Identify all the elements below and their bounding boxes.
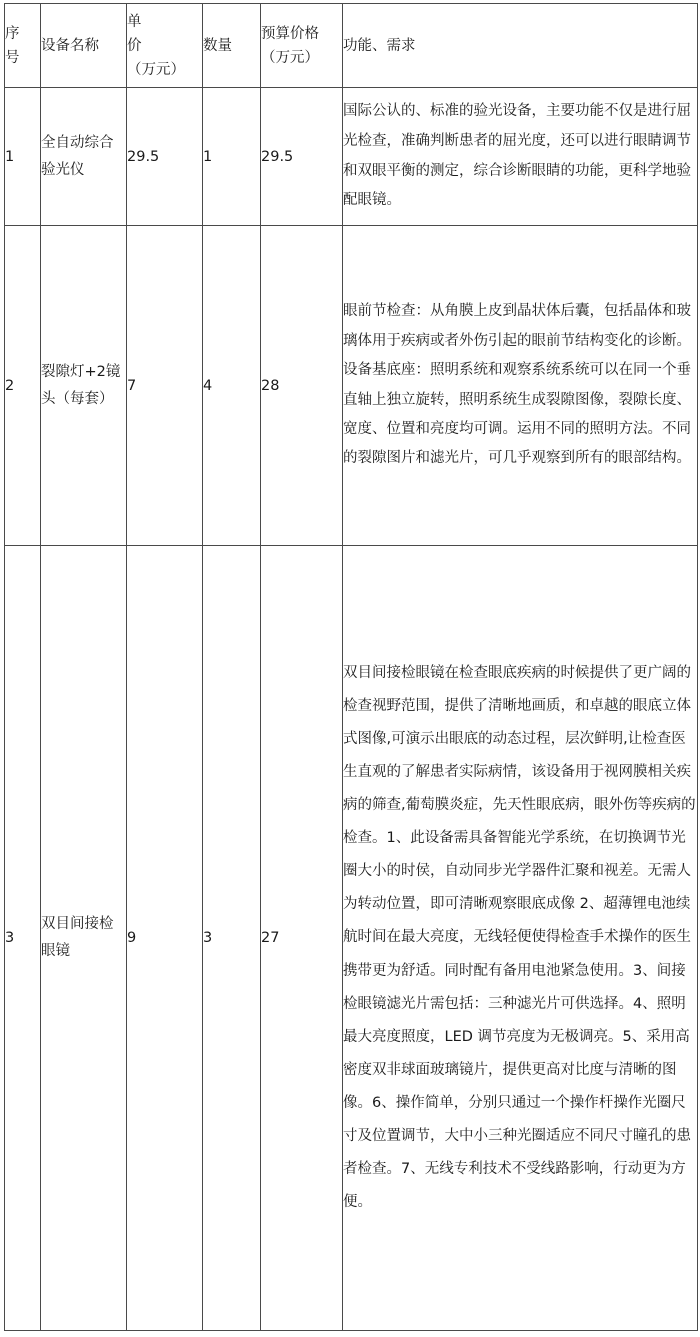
row-function: 国际公认的、标准的验光设备，主要功能不仅是进行屈光检查，准确判断患者的屈光度，还可以进行眼睛调节和双眼平衡的测定，综合诊断眼睛的功能，更科学地验配眼镜。 xyxy=(343,88,698,226)
equipment-budget-table xyxy=(4,3,698,1331)
row-seq: 2 xyxy=(5,226,41,546)
header-seq-line2: 号 xyxy=(5,49,20,66)
table-row xyxy=(5,88,698,226)
row-device-name: 裂隙灯+2镜头（每套） xyxy=(41,226,127,546)
row-quantity: 3 xyxy=(203,546,261,1331)
header-unit-price-line1: 单价 xyxy=(127,13,176,54)
header-unit-price xyxy=(127,4,203,88)
row-unit-price: 9 xyxy=(127,546,203,1331)
header-budget-line1: 预算价格 xyxy=(261,25,319,42)
table-header-row xyxy=(5,4,698,88)
row-seq: 3 xyxy=(5,546,41,1331)
table-row xyxy=(5,226,698,546)
row-function: 眼前节检查：从角膜上皮到晶状体后囊，包括晶体和玻璃体用于疾病或者外伤引起的眼前节结构变化的诊断。设备基底座：照明系统和观察系统系统可以在同一个垂直轴上独立旋转，照明系统生成裂隙图像，裂隙长度、宽度、位置和亮度均可调。运用不同的照明方法。不同的裂隙图片和滤光片，可几乎观察到所有的眼部结构。 xyxy=(343,226,698,546)
row-quantity: 4 xyxy=(203,226,261,546)
header-name: 设备名称 xyxy=(41,4,127,88)
row-budget: 27 xyxy=(261,546,343,1331)
row-budget: 28 xyxy=(261,226,343,546)
row-seq: 1 xyxy=(5,88,41,226)
row-function: 双目间接检眼镜在检查眼底疾病的时候提供了更广阔的检查视野范围，提供了清晰地画质，和卓越的眼底立体式图像,可演示出眼底的动态过程，层次鲜明,让检查医生直观的了解患者实际病情，该设备用于视网膜相关疾病的筛查,葡萄膜炎症，先天性眼底病，眼外伤等疾病的检查。1、此设备需具备智能光学系统，在切换调节光圈大小的时侯，自动同步光学器件汇聚和视差。无需人为转动位置，即可清晰观察眼底成像 2、超薄锂电池续航时间在最大亮度，无线轻便使得检查手术操作的医生携带更为舒适。同时配有备用电池紧急使用。3、间接检眼镜滤光片需包括：三种滤光片可供选择。4、照明最大亮度照度，LED 调节亮度为无极调亮。5、采用高密度双非球面玻璃镜片，提供更高对比度与清晰的图像。6、操作简单，分别只通过一个操作杆操作光圈尺寸及位置调节，大中小三种光圈适应不同尺寸瞳孔的患者检查。7、无线专利技术不受线路影响，行动更为方便。 xyxy=(343,546,698,1331)
row-budget: 29.5 xyxy=(261,88,343,226)
header-unit-price-line2: （万元） xyxy=(127,61,185,78)
row-device-name: 全自动综合验光仪 xyxy=(41,88,127,226)
row-device-name: 双目间接检眼镜 xyxy=(41,546,127,1331)
header-budget xyxy=(261,4,343,88)
header-function: 功能、需求 xyxy=(343,4,698,88)
table-row xyxy=(5,546,698,1331)
header-budget-line2: （万元） xyxy=(261,49,319,66)
row-quantity: 1 xyxy=(203,88,261,226)
header-seq xyxy=(5,4,41,88)
header-quantity: 数量 xyxy=(203,4,261,88)
row-unit-price: 7 xyxy=(127,226,203,546)
header-seq-line1: 序 xyxy=(5,25,20,42)
row-unit-price: 29.5 xyxy=(127,88,203,226)
